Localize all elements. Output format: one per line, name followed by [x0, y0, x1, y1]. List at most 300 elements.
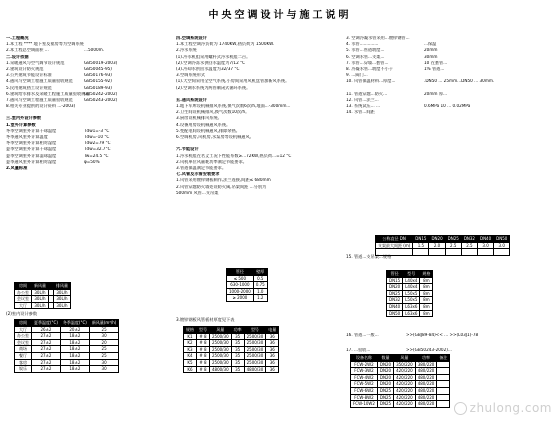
table-cell: 8m: [420, 297, 433, 304]
table-cell: 2500/30: [244, 333, 266, 340]
table-row: [184, 353, 279, 360]
indoor-params-caption: (2)室内设计参数: [6, 311, 38, 316]
table-cell: 27±2: [32, 346, 61, 353]
table-cell: 630-1000: [227, 282, 254, 289]
column-header: 规格: [420, 271, 433, 278]
note-text: 一.工程概况: [6, 36, 29, 40]
table-cell: 420/220: [394, 374, 416, 381]
table-cell: [461, 249, 477, 256]
table-cell: 会议室: [15, 296, 32, 303]
column-header: 功率: [415, 355, 437, 362]
table-row: [15, 346, 119, 353]
note-text: 5. 水管...管道坡度...: [346, 48, 385, 53]
note-text: 夏季空调室外计算湿球温度: [6, 153, 57, 158]
table-cell: FCW-2W2: [351, 361, 378, 368]
table-cell: 2500/30: [210, 359, 232, 366]
support-caption: 15. 管道...支吊架...规格: [346, 254, 392, 259]
column-header: 夏季温度(°C): [32, 320, 61, 327]
table-cell: 30L/h: [54, 289, 71, 296]
table-row: [184, 359, 279, 366]
table-row: [15, 326, 119, 333]
table-cell: 420/220: [394, 387, 416, 394]
table-cell: K4: [184, 353, 197, 360]
note-text: 12. 风管...法兰...: [346, 97, 379, 102]
table-cell: L40x4: [403, 277, 420, 284]
table-cell: DN20: [377, 361, 393, 368]
table-cell: 8m: [420, 277, 433, 284]
note-text: 1.冷水机组在名义工况下性能系数≥...72KW,热负荷...=12 °C: [176, 153, 292, 158]
table-cell: DN25: [387, 290, 403, 297]
table-header-row: [184, 327, 279, 334]
table-cell: 8m: [420, 310, 433, 317]
table-cell: 36: [266, 346, 279, 353]
table-cell: [437, 387, 450, 394]
column-header: 功率: [231, 327, 244, 334]
table-cell: 20: [89, 339, 119, 346]
table-cell: 4800/30: [210, 366, 232, 373]
watermark: zhulong.com: [454, 401, 552, 415]
note-text: 1.风管采用镀锌钢板制作,法兰连接,间距≤ 680mm: [176, 178, 271, 183]
note-text: 2.本工程总空调面积 ...: [6, 48, 49, 53]
table-cell: 0.75: [253, 282, 267, 289]
table-cell: DN40: [387, 303, 403, 310]
note-value: 0.6MPa 10 ... 0.02MPa: [424, 104, 471, 109]
table-cell: 480/220: [415, 401, 437, 408]
table-cell: 480/220: [415, 368, 437, 375]
fan-table: [183, 326, 279, 373]
table-cell: 2.0: [429, 242, 445, 249]
table-cell: 25: [89, 352, 119, 359]
table-cell: 36: [266, 333, 279, 340]
note-text: 6. 空调水管...支架...: [346, 54, 385, 59]
table-cell: # 8: [197, 359, 210, 366]
table-cell: 18±2: [60, 352, 89, 359]
note-text: 2.风量标准: [6, 165, 28, 170]
table-cell: 27±2: [32, 352, 61, 359]
table-cell: DN25: [377, 394, 393, 401]
table-cell: 30L/h: [54, 296, 71, 303]
table-cell: 8m: [420, 290, 433, 297]
table-cell: DN15: [387, 277, 403, 284]
table-cell: DN20: [377, 374, 393, 381]
table-cell: [437, 368, 450, 375]
column-header: 管径: [227, 269, 254, 276]
note-value: 20mm: [424, 48, 438, 53]
note-text: 1.地下车库设机械排风系统,换气次数6次/h,地面...-300mm...: [176, 104, 291, 109]
table-cell: 18±2: [60, 333, 89, 340]
table-cell: L50x5: [403, 290, 420, 297]
table-row: [387, 303, 433, 310]
column-header: DN25: [445, 236, 461, 243]
table-cell: 客房: [15, 359, 32, 366]
table-row: [15, 296, 71, 303]
note-text: 4.通风与空调工程施工质量验收规范: [6, 79, 73, 84]
column-header: 公称直径 DN: [376, 236, 413, 243]
note-line: [176, 191, 336, 197]
table-row: [15, 333, 119, 340]
table-cell: 420/220: [394, 368, 416, 375]
note-text: 7. 水管...穿墙...套管...: [346, 60, 389, 65]
table-cell: DN20: [377, 368, 393, 375]
table-cell: # 8: [197, 366, 210, 373]
table-cell: 18±2: [60, 339, 89, 346]
table-cell: 2500/30: [210, 346, 232, 353]
note-text: 9. ...阀门...: [346, 73, 368, 78]
table-row: [351, 394, 450, 401]
table-cell: L50x5: [403, 297, 420, 304]
table-row: [15, 302, 71, 309]
table-cell: 支架最大间距 (m): [376, 242, 413, 249]
table-cell: K3: [184, 346, 197, 353]
table-cell: 480/220: [415, 374, 437, 381]
table-cell: 35: [231, 340, 244, 347]
table-cell: 2500/30: [210, 353, 232, 360]
column-left: [6, 36, 166, 172]
table-cell: 2500/30: [210, 333, 232, 340]
table-cell: 36: [266, 366, 279, 373]
note-value: GB50176-93): [84, 73, 112, 78]
table-cell: 2500/30: [244, 346, 266, 353]
table-cell: K2: [184, 340, 197, 347]
column-header: 新风量(m³/h): [89, 320, 119, 327]
note-value: .DN50 ... 25mm...DN50 ... 30mm.: [424, 79, 495, 84]
table-cell: 350/220: [394, 361, 416, 368]
note-text: 夏季空调室外计算干球温度: [6, 147, 57, 152]
table-cell: 3.0: [494, 242, 510, 249]
table-cell: 25: [89, 346, 119, 353]
table-cell: 办公室: [15, 333, 32, 340]
note-text: 11. 管道穿越...防火...: [346, 91, 388, 96]
table-row: [376, 249, 510, 256]
column-header: 壁厚: [253, 269, 267, 276]
note-text: 五.通风系统设计: [176, 97, 207, 102]
table-row: [351, 361, 450, 368]
table-cell: # 8: [197, 353, 210, 360]
table-cell: 办公室: [15, 289, 32, 296]
table-cell: 0.5: [253, 275, 267, 282]
note-text: 夏季通风室外计算相对湿度: [6, 159, 57, 164]
table-cell: 娱乐: [15, 366, 32, 373]
table-cell: 27±2: [32, 333, 61, 340]
note-text: 1.采暖通风与空气调节设计规范: [6, 60, 65, 65]
table-row: [184, 366, 279, 373]
note-text: 2.建筑设计防火规范: [6, 66, 44, 71]
note-value: 10 在套管...: [424, 60, 448, 65]
table-header-row: [376, 236, 510, 243]
note-value: φ=50%: [84, 159, 100, 164]
column-header: 冬季温度(°C): [60, 320, 89, 327]
table-cell: 2.5: [461, 242, 477, 249]
table-cell: 大厅: [15, 302, 32, 309]
indoor-params-table: [14, 319, 119, 373]
column-header: 型号: [244, 327, 266, 334]
table-row: [376, 242, 510, 249]
note-value: Tdw2=79 °C: [84, 141, 111, 146]
table-row: [184, 346, 279, 353]
table-cell: 27±2: [32, 339, 61, 346]
column-header: 电量: [266, 327, 279, 334]
table-cell: DN25: [377, 401, 393, 408]
table-cell: 8m: [420, 284, 433, 291]
note-value: 20mm 厚...: [424, 91, 447, 96]
table-row: [387, 297, 433, 304]
column-header: 排风量: [54, 283, 71, 290]
note-text: 3.管道保温满足节能要求。: [176, 165, 227, 170]
column-header: 风量: [210, 327, 232, 334]
table-cell: 480/220: [415, 387, 437, 394]
table-cell: 20±2: [60, 326, 89, 333]
table-cell: L63x6: [403, 303, 420, 310]
column-header: 房间: [15, 320, 32, 327]
table-row: [184, 333, 279, 340]
column-header: DN20: [429, 236, 445, 243]
note-text: (1).大空间采用全空气系统,小房间采用风机盘管加新风系统。: [176, 79, 290, 84]
table-row: [351, 374, 450, 381]
note-text: 七.风管及水管安装要求: [176, 172, 220, 177]
note-line: [346, 110, 546, 116]
table-cell: ≤ 500: [227, 275, 254, 282]
note-text: 13. 系统试压... ...: [346, 104, 381, 109]
table-cell: ≥ 2000: [227, 295, 254, 302]
table-row: [351, 401, 450, 408]
note-text: 5.变配电间设机械通风,排除余热。: [176, 128, 240, 133]
column-header: DN50: [494, 236, 510, 243]
table-cell: 26±2: [32, 326, 61, 333]
table-cell: 30L/h: [54, 302, 71, 309]
table-row: [227, 295, 268, 302]
table-cell: 420/220: [394, 381, 416, 388]
note-value: GB50019-2003): [84, 60, 118, 65]
table-row: [351, 368, 450, 375]
note-text: 2.风机单位风量耗功率满足节能要求。: [176, 159, 247, 164]
column-header: 管径: [387, 271, 403, 278]
table-cell: 1.0: [253, 288, 267, 295]
table-header-row: [351, 355, 450, 362]
table-row: [387, 290, 433, 297]
table-cell: 18±2: [60, 366, 89, 373]
table-cell: K1: [184, 333, 197, 340]
table-cell: 36: [266, 359, 279, 366]
note-text: 4. 水管..............: [346, 42, 379, 47]
note-text: 冬季空调室外计算干球温度: [6, 128, 57, 133]
column-header: 设备名称: [351, 355, 378, 362]
table-cell: 30L/h: [32, 296, 49, 303]
table-cell: 18±2: [60, 346, 89, 353]
table-row: [387, 310, 433, 317]
note-text: 六.节能设计: [176, 147, 199, 152]
duct-caption: 3.镀锌钢板风管板材厚度见下表: [176, 317, 235, 322]
note-text: 5.民用建筑热工设计规范: [6, 85, 52, 90]
table-cell: 30: [89, 333, 119, 340]
table-cell: [445, 249, 461, 256]
table-cell: 36: [266, 340, 279, 347]
table-row: [351, 387, 450, 394]
table-row: [15, 289, 71, 296]
note-text: 冬季空调室外计算相对湿度: [6, 141, 57, 146]
table-row: [227, 288, 268, 295]
table-cell: FCW-4W2: [351, 374, 378, 381]
table-cell: 35: [231, 359, 244, 366]
table-cell: # 8: [197, 346, 210, 353]
table-cell: DN25: [377, 387, 393, 394]
note-value: GB50155-92): [84, 79, 112, 84]
note-text: 1.本工程 **** 地下室及裙房等为空调系统: [6, 42, 84, 47]
note-line: [6, 166, 166, 172]
table-cell: [429, 249, 445, 256]
table-row: [15, 339, 119, 346]
column-header: 型号: [403, 271, 420, 278]
table-cell: FCW-8W2: [351, 394, 378, 401]
table-cell: 4800/30: [244, 366, 266, 373]
table-cell: 27±2: [32, 366, 61, 373]
note-text: 6.建筑给水排水及采暖工程施工质量验收规范: [6, 91, 90, 96]
note-text: 3. 空调冷凝水管采用...镀锌钢管...: [346, 36, 410, 40]
note-text: 4.设备用房设机械通风系统。: [176, 122, 231, 127]
column-header: 风量: [394, 355, 416, 362]
note-text: (2).空调冷冻水供回水温度为7/12 °C: [176, 60, 246, 65]
table-cell: FCW-10W2: [351, 401, 378, 408]
note-value: Tdw1=-3 °C: [84, 128, 110, 133]
table-cell: FCW-3W2: [351, 368, 378, 375]
table-header-row: [227, 269, 268, 276]
note-text: 3.公共建筑节能设计标准: [6, 73, 52, 78]
note-value: GB50242-2002): [84, 91, 118, 96]
table-cell: # 8: [197, 333, 210, 340]
bracket-table: [386, 270, 433, 317]
table-cell: 18±2: [60, 359, 89, 366]
table-cell: 2500/30: [210, 340, 232, 347]
table-cell: 2500/30: [244, 359, 266, 366]
table-header-row: [15, 320, 119, 327]
table-cell: 30L/h: [32, 289, 49, 296]
column-middle: [176, 36, 336, 197]
note-text: 1.本工程空调冷负荷为 1740KW,热负荷为 1500KW.: [176, 42, 275, 47]
note-text: 三.室内外设计参数: [6, 116, 42, 121]
table-cell: [413, 249, 429, 256]
pipe-support-table: [375, 235, 510, 256]
table-cell: 3.0: [477, 242, 493, 249]
note-value: 1% 管道...: [424, 66, 445, 71]
note-text: 3.空调系统形式: [176, 73, 206, 78]
table-cell: [494, 249, 510, 256]
table-row: [15, 366, 119, 373]
table-cell: [437, 381, 450, 388]
table-cell: 35: [231, 366, 244, 373]
sheet-title: 中央空调设计与施工说明: [208, 10, 352, 21]
table-cell: [437, 361, 450, 368]
column-header: DN15: [413, 236, 429, 243]
table-cell: 35: [231, 333, 244, 340]
column-header: DN32: [461, 236, 477, 243]
table-cell: 36: [266, 353, 279, 360]
table-cell: [437, 394, 450, 401]
table-cell: 420/220: [394, 394, 416, 401]
table-cell: K5: [184, 359, 197, 366]
table-cell: DN32: [387, 297, 403, 304]
table-cell: # 8: [197, 340, 210, 347]
table-cell: 420/220: [394, 401, 416, 408]
table-row: [387, 284, 433, 291]
note-value: ...5000m.: [84, 48, 105, 53]
table-cell: 1.5: [413, 242, 429, 249]
table-cell: 商场: [15, 346, 32, 353]
table-cell: DN50: [387, 310, 403, 317]
table-cell: 2500/30: [244, 353, 266, 360]
table-cell: DN20: [377, 381, 393, 388]
column-header: 房间: [15, 283, 32, 290]
table-cell: [477, 249, 493, 256]
table-cell: 大厅: [15, 326, 32, 333]
note-text: 2.卫生间设机械排风,换气次数10次/h。: [176, 110, 250, 115]
fan-coil-table: [350, 354, 450, 408]
note-text: 2.冷水系统: [176, 48, 197, 53]
table-row: [227, 275, 268, 282]
standard-line-b: 17. ...验收... >>(GB50243-2002)...: [346, 348, 452, 353]
note-text: (1).冷水机组采用螺杆式冷水机组二台。: [176, 54, 251, 59]
note-value: Tdw=-10 °C: [84, 135, 110, 139]
airflow-table: [14, 282, 71, 309]
column-header: 新风量: [32, 283, 49, 290]
note-text: 四.空调系统设计: [176, 36, 207, 40]
note-text: 6.空调机房,风机房,水泵房等设机械通风。: [176, 135, 254, 139]
table-cell: 30L/h: [32, 302, 49, 309]
table-header-row: [387, 271, 433, 278]
column-header: 备注: [437, 355, 450, 362]
table-cell: 35: [231, 353, 244, 360]
table-row: [227, 282, 268, 289]
standard-line-a: 16. 管道...一般... >>(GBJ89-84)<< ... >>(L03J1)-78: [346, 333, 479, 337]
table-cell: 1.2: [253, 295, 267, 302]
note-text: 二.设计依据: [6, 54, 29, 59]
note-text: 1.室外计算参数: [6, 122, 36, 127]
table-cell: DN20: [387, 284, 403, 291]
column-header: 数量: [377, 355, 393, 362]
table-cell: 8m: [420, 303, 433, 310]
note-text: (2).空调水系统为两管制闭式循环系统。: [176, 85, 251, 90]
note-value: GB50243-2002): [84, 97, 118, 102]
note-text: 14. 水管...间距: [346, 110, 375, 115]
table-cell: 餐厅: [15, 352, 32, 359]
note-text: 7.通风与空调工程施工质量验收规范: [6, 97, 73, 102]
table-cell: 30: [89, 366, 119, 373]
note-text: 8.相关专业提供的设计资料 ...-2003): [6, 104, 76, 109]
table-row: [15, 359, 119, 366]
note-text: (3).冷却水供回水温度为32/37 °C: [176, 66, 240, 71]
table-cell: [437, 374, 450, 381]
table-header-row: [15, 283, 71, 290]
table-cell: [437, 401, 450, 408]
table-cell: FCW-6W2: [351, 387, 378, 394]
column-header: 型号: [197, 327, 210, 334]
note-text: 2.风管穿越防火墙处设防火阀,吊架间距 ...分别为: [176, 184, 267, 189]
table-row: [184, 340, 279, 347]
note-text: 3.厨房设机械排风系统。: [176, 116, 222, 121]
column-header: DN40: [477, 236, 493, 243]
column-header: 规格: [184, 327, 197, 334]
column-right: [346, 36, 546, 116]
note-value: ...保温: [424, 42, 437, 47]
table-cell: 480/220: [415, 381, 437, 388]
note-text: 500mm 风管...支吊架: [176, 190, 219, 195]
watermark-logo-icon: [454, 402, 467, 415]
table-row: [387, 277, 433, 284]
table-cell: K6: [184, 366, 197, 373]
note-text: 8. 冷凝水管...坡度不小于: [346, 66, 394, 71]
table-cell: 25: [89, 326, 119, 333]
table-cell: 2.5: [445, 242, 461, 249]
table-cell: 2500/30: [244, 340, 266, 347]
note-text: 冬季通风室外计算温度: [6, 135, 48, 139]
